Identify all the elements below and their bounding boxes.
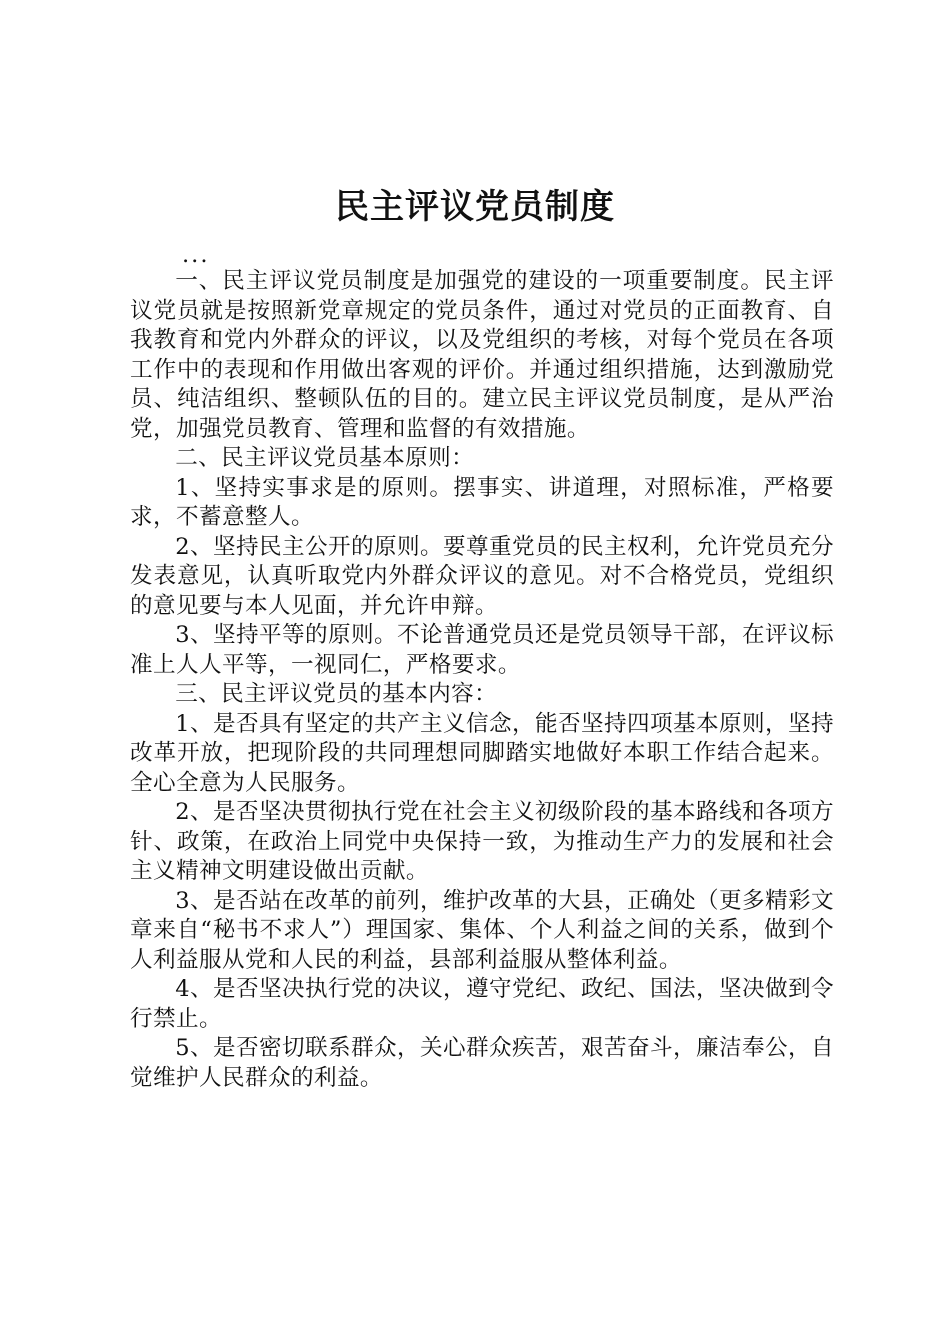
document-body [130, 243, 834, 1093]
paragraph-section-3-heading: 三、民主评议党员的基本内容： [175, 681, 498, 707]
paragraph-content-3: 3、是否站在改革的前列，维护改革的大县，正确处（更多精彩文章来自“秘书不求人”）理国家、集体、个人利益之间的关系，做到个人利益服从党和人民的利益，县部利益服从整体利益。 [130, 887, 834, 973]
paragraph-content-4: 4、是否坚决执行党的决议，遵守党纪、政纪、国法，坚决做到令行禁止。 [130, 976, 834, 1032]
paragraph-section-1: 一、民主评议党员制度是加强党的建设的一项重要制度。民主评议党员就是按照新党章规定的党员条件，通过对党员的正面教育、自我教育和党内外群众的评议，以及党组织的考核，对每个党员在各项工作中的表现和作用做出客观的评价。并通过组织措施，达到激励党员、纯洁组织、整顿队伍的目的。建立民主评议党员制度，是从严治党，加强党员教育、管理和监督的有效措施。 [130, 268, 834, 442]
paragraph-principle-1: 1、坚持实事求是的原则。摆事实、讲道理，对照标准，严格要求，不蓄意整人。 [130, 474, 834, 530]
document-title: 民主评议党员制度 [335, 187, 615, 227]
paragraph-content-2: 2、是否坚决贯彻执行党在社会主义初级阶段的基本路线和各项方针、政策，在政治上同党中央保持一致，为推动生产力的发展和社会主义精神文明建设做出贡献。 [130, 799, 834, 884]
paragraph-content-1: 1、是否具有坚定的共产主义信念，能否坚持四项基本原则，坚持改革开放，把现阶段的共同理想同脚踏实地做好本职工作结合起来。全心全意为人民服务。 [130, 710, 834, 796]
paragraph-section-2-heading: 二、民主评议党员基本原则： [175, 445, 475, 471]
paragraph-content-5: 5、是否密切联系群众，关心群众疾苦，艰苦奋斗，廉洁奉公，自觉维护人民群众的利益。 [130, 1035, 834, 1091]
paragraph-principle-2: 2、坚持民主公开的原则。要尊重党员的民主权利，允许党员充分发表意见，认真听取党内外群众评议的意见。对不合格党员，党组织的意见要与本人见面，并允许申辩。 [130, 533, 834, 619]
paragraph-principle-3: 3、坚持平等的原则。不论普通党员还是党员领导干部，在评议标准上人人平等，一视同仁，严格要求。 [130, 622, 834, 678]
ellipsis-line: ... [181, 242, 210, 268]
